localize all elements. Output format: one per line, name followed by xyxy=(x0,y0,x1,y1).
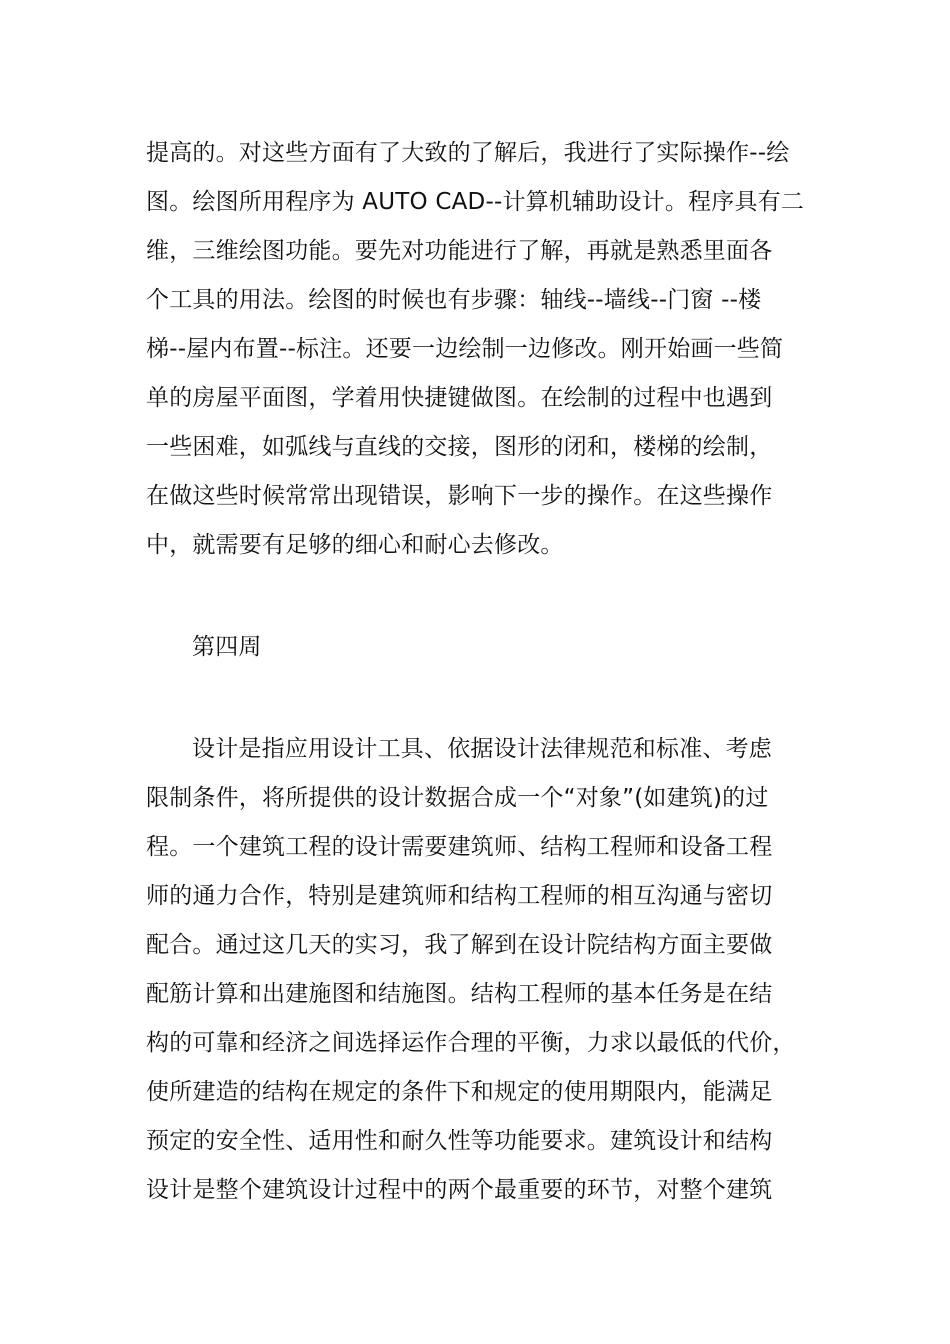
paragraph-1-line: 一些困难，如弧线与直线的交接，图形的闭和，楼梯的绘制， xyxy=(146,434,773,460)
paragraph-1-line: 维，三维绘图功能。要先对功能进行了解，再就是熟悉里面各 xyxy=(146,238,773,264)
paragraph-1-line: 图。绘图所用程序为 AUTO CAD--计算机辅助设计。程序具有二 xyxy=(146,189,805,215)
paragraph-2-line: 预定的安全性、适用性和耐久性等功能要求。建筑设计和结构 xyxy=(146,1128,773,1154)
paragraph-2-line: 配合。通过这几天的实习，我了解到在设计院结构方面主要做 xyxy=(146,932,773,958)
paragraph-1-line: 在做这些时候常常出现错误，影响下一步的操作。在这些操作 xyxy=(146,483,773,509)
paragraph-1-line: 提高的。对这些方面有了大致的了解后，我进行了实际操作--绘 xyxy=(146,140,790,166)
paragraph-2-line: 设计是指应用设计工具、依据设计法律规范和标准、考虑 xyxy=(192,736,772,762)
paragraph-1-line: 中，就需要有足够的细心和耐心去修改。 xyxy=(146,532,564,558)
paragraph-1-line: 梯--屋内布置--标注。还要一边绘制一边修改。刚开始画一些简 xyxy=(146,336,784,362)
paragraph-2-line: 限制条件，将所提供的设计数据合成一个“对象”(如建筑)的过 xyxy=(146,785,769,811)
paragraph-2-line: 配筋计算和出建施图和结施图。结构工程师的基本任务是在结 xyxy=(146,981,773,1007)
paragraph-1-line: 个工具的用法。绘图的时候也有步骤：轴线--墙线--门窗 --楼 xyxy=(146,287,762,313)
paragraph-1-line: 单的房屋平面图，学着用快捷键做图。在绘制的过程中也遇到 xyxy=(146,385,773,411)
paragraph-2-line: 设计是整个建筑设计过程中的两个最重要的环节，对整个建筑 xyxy=(146,1177,773,1203)
paragraph-2-line: 师的通力合作，特别是建筑师和结构工程师的相互沟通与密切 xyxy=(146,883,773,909)
paragraph-2-line: 程。一个建筑工程的设计需要建筑师、结构工程师和设备工程 xyxy=(146,834,773,860)
section-heading: 第四周 xyxy=(192,634,262,660)
paragraph-2-line: 构的可靠和经济之间选择运作合理的平衡，力求以最低的代价， xyxy=(146,1030,796,1056)
paragraph-2-line: 使所建造的结构在规定的条件下和规定的使用期限内，能满足 xyxy=(146,1079,773,1105)
